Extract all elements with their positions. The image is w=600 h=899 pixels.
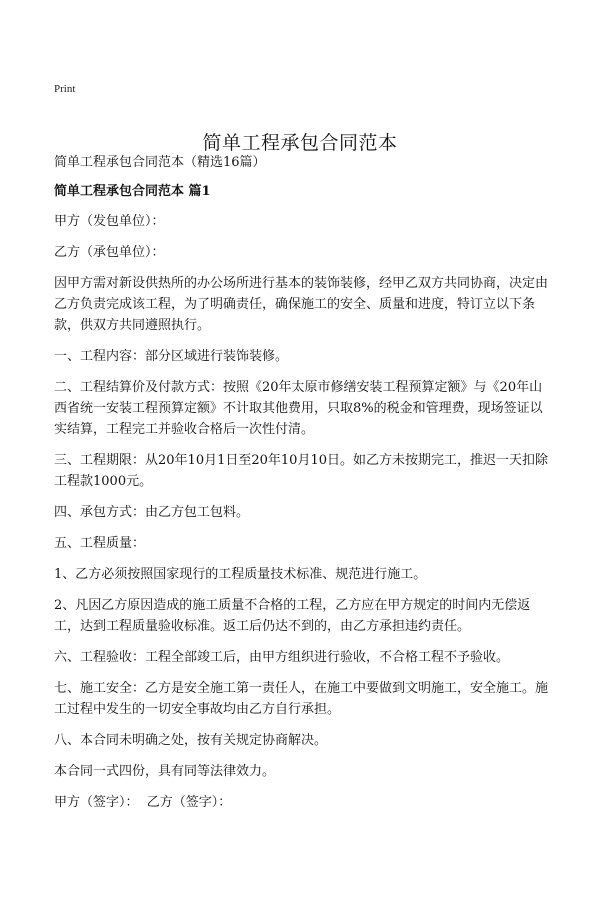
party-b-line: 乙方（承包单位）：	[54, 245, 165, 260]
clause-5-item-1: 1、乙方必须按照国家现行的工程质量技术标准、规范进行施工。	[54, 567, 427, 582]
clause-5-quality: 五、工程质量：	[54, 536, 146, 551]
document-title: 简单工程承包合同范本	[202, 131, 398, 154]
signature-line: 甲方（签字）： 乙方（签字）：	[54, 795, 232, 810]
clause-1-content: 一、工程内容：部分区域进行装饰装修。	[54, 349, 289, 364]
party-a-line: 甲方（发包单位）：	[54, 214, 165, 229]
clause-6-acceptance: 六、工程验收：工程全部竣工后，由甲方组织进行验收，不合格工程不予验收。	[54, 650, 510, 665]
section-heading: 简单工程承包合同范本 篇1	[54, 184, 211, 199]
clause-7-safety: 七、施工安全：乙方是安全施工第一责任人，在施工中要做到文明施工，安全施工。施工过程中发生的一切安全事故均由乙方自行承担。	[54, 681, 549, 717]
preamble-paragraph: 因甲方需对新设供热所的办公场所进行基本的装饰装修，经甲乙双方共同协商，决定由乙方负责完成该工程，为了明确责任，确保施工的安全、质量和进度，特订立以下条款，供双方共同遵照执行。	[54, 276, 549, 333]
document-subtitle: 简单工程承包合同范本（精选16篇）	[54, 155, 266, 170]
clause-2-payment: 二、工程结算价及付款方式：按照《20年太原市修缮安装工程预算定额》与《20年山西省统一安装工程预算定额》不计取其他费用，只取8%的税金和管理费，现场签证以实结算，工程完工并验收合格后一次性付清。	[54, 380, 543, 437]
clause-8-unspecified: 八、本合同未明确之处，按有关规定协商解决。	[54, 733, 328, 748]
clause-3-duration: 三、工程期限：从20年10月1日至20年10月10日。如乙方未按期完工，推迟一天扣除工程款1000元。	[54, 453, 548, 489]
print-label[interactable]: Print	[54, 83, 76, 95]
clause-4-contract-mode: 四、承包方式：由乙方包工包料。	[54, 505, 250, 520]
copies-statement: 本合同一式四份，具有同等法律效力。	[54, 764, 276, 779]
clause-5-item-2: 2、凡因乙方原因造成的施工质量不合格的工程，乙方应在甲方规定的时间内无偿返工，达到工程质量验收标准。返工后仍达不到的，由乙方承担违约责任。	[54, 598, 531, 634]
document-body	[54, 152, 550, 823]
